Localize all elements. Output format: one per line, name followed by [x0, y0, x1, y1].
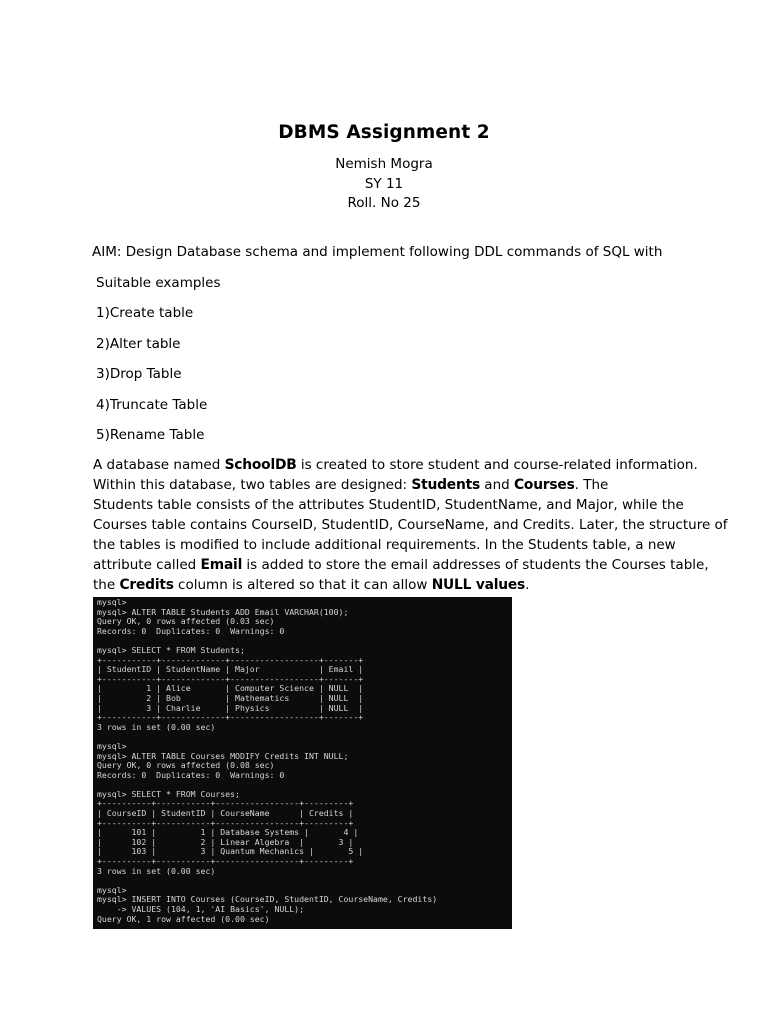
terminal-line: mysql> ALTER TABLE Courses MODIFY Credits INT NULL; — [97, 750, 349, 761]
table-name-courses: Courses — [513, 477, 575, 493]
terminal-line: | 1 | Alice | Computer Science | NULL | — [97, 683, 364, 694]
roll-number: Roll. No 25 — [347, 195, 421, 211]
terminal-line: -> VALUES (104, 1, 'AI Basics', NULL); — [97, 904, 305, 914]
terminal-line: | CourseID | StudentID | CourseName | Credits | — [97, 808, 354, 819]
terminal-line: +-----------+-------------+------------------+-------+ — [97, 654, 364, 665]
terminal-screenshot — [93, 597, 512, 929]
paragraph-line: A database named SchoolDB is created to store student and course-related information. — [93, 457, 698, 473]
command-item: 4)Truncate Table — [96, 397, 208, 413]
aim-line-1: AIM: Design Database schema and implement following DDL commands of SQL with — [92, 244, 663, 260]
terminal-line: mysql> — [97, 740, 127, 751]
paragraph-line: Within this database, two tables are designed: Students and Courses. The — [93, 477, 609, 493]
terminal-line: | 3 | Charlie | Physics | NULL | — [97, 702, 364, 713]
paragraph-line: attribute called Email is added to store the email addresses of students the Courses table, — [93, 557, 709, 573]
command-item: 2)Alter table — [96, 336, 181, 352]
terminal-line: 3 rows in set (0.00 sec) — [97, 865, 216, 876]
terminal-line: | 102 | 2 | Linear Algebra | 3 | — [97, 836, 354, 847]
terminal-line: mysql> INSERT INTO Courses (CourseID, StudentID, CourseName, Credits) — [97, 894, 438, 905]
terminal-line: Records: 0 Duplicates: 0 Warnings: 0 — [97, 625, 285, 636]
terminal-line: | 103 | 3 | Quantum Mechanics | 5 | — [97, 846, 364, 857]
terminal-line: +----------+-----------+-----------------+---------+ — [97, 817, 354, 828]
class-label: SY 11 — [364, 176, 404, 192]
terminal-line: Query OK, 0 rows affected (0.08 sec) — [97, 760, 275, 771]
paragraph-line: the tables is modified to include additional requirements. In the Students table, a new — [93, 537, 676, 553]
column-name-credits: Credits — [119, 577, 174, 593]
document-title: DBMS Assignment 2 — [278, 122, 490, 143]
terminal-line: mysql> — [97, 597, 127, 607]
terminal-output — [93, 597, 512, 924]
terminal-line: 3 rows in set (0.00 sec) — [97, 721, 216, 732]
terminal-line: | 101 | 1 | Database Systems | 4 | — [97, 827, 359, 838]
null-values-term: NULL values — [431, 577, 526, 593]
table-name-students: Students — [411, 477, 480, 493]
terminal-line: +----------+-----------+-----------------+---------+ — [97, 798, 354, 809]
aim-line-2: Suitable examples — [96, 275, 221, 291]
terminal-line: | 2 | Bob | Mathematics | NULL | — [97, 692, 364, 703]
terminal-line: mysql> SELECT * FROM Courses; — [97, 788, 240, 799]
command-item: 1)Create table — [96, 305, 194, 321]
author-name: Nemish Mogra — [335, 156, 433, 172]
terminal-line: mysql> ALTER TABLE Students ADD Email VARCHAR(100); — [97, 606, 349, 617]
db-name: SchoolDB — [224, 457, 297, 473]
terminal-line: Records: 0 Duplicates: 0 Warnings: 0 — [97, 769, 285, 780]
terminal-line: +-----------+-------------+------------------+-------+ — [97, 712, 364, 723]
terminal-line: mysql> SELECT * FROM Students; — [97, 644, 245, 655]
paragraph-line: Students table consists of the attributes StudentID, StudentName, and Major, while the — [93, 497, 684, 513]
terminal-line: Query OK, 1 row affected (0.00 sec) — [97, 913, 270, 924]
command-item: 5)Rename Table — [96, 427, 205, 443]
terminal-line: +-----------+-------------+------------------+-------+ — [97, 673, 364, 684]
terminal-line: mysql> — [97, 884, 127, 895]
terminal-line: +----------+-----------+-----------------+---------+ — [97, 856, 354, 867]
paragraph-line: the Credits column is altered so that it can allow NULL values. — [93, 577, 530, 593]
column-name-email: Email — [200, 557, 243, 573]
command-item: 3)Drop Table — [96, 366, 182, 382]
terminal-line: Query OK, 0 rows affected (0.03 sec) — [97, 616, 275, 627]
paragraph-line: Courses table contains CourseID, StudentID, CourseName, and Credits. Later, the structure of — [93, 517, 728, 533]
terminal-line: | StudentID | StudentName | Major | Email | — [97, 664, 364, 675]
